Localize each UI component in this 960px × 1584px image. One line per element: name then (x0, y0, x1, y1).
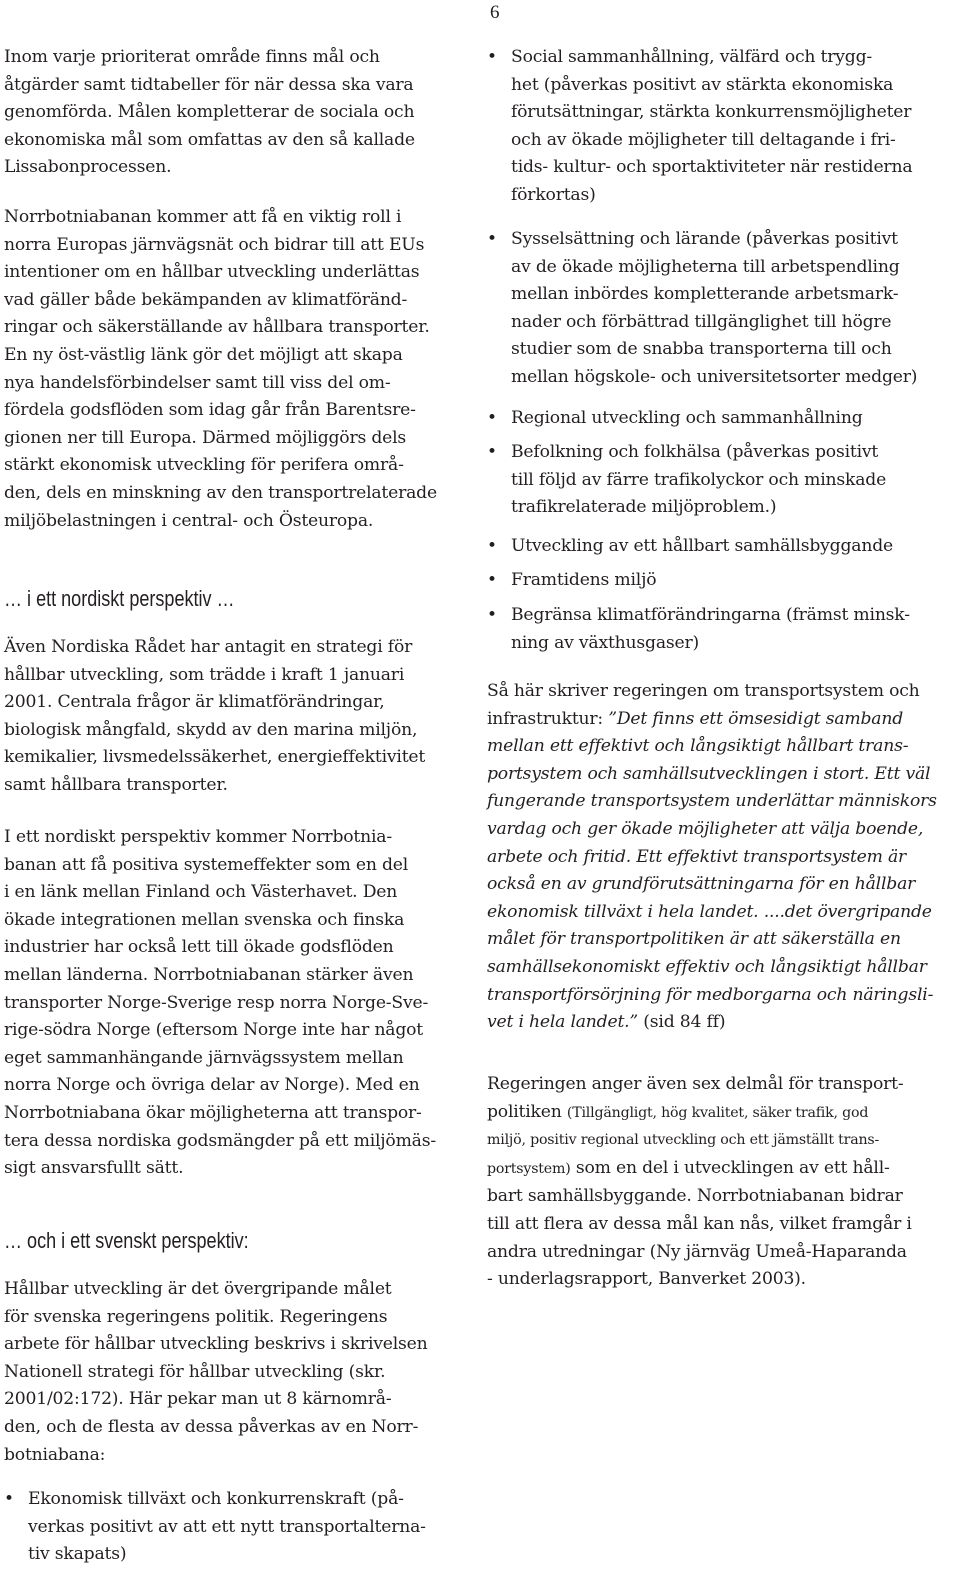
text-line: och av ökade möjligheter till deltagande i fri- (511, 129, 896, 150)
text-line: tiv skapats) (28, 1544, 127, 1565)
page-number: 6 (490, 2, 500, 23)
text-line: sigt ansvarsfullt sätt. (4, 1158, 184, 1179)
text-line: Befolkning och folkhälsa (påverkas positivt (511, 442, 879, 462)
bullet-text (28, 1486, 426, 1569)
text-line: ekonomiska mål som omfattas av den så kallade (4, 129, 415, 150)
text-line: norra Norge och övriga delar av Norge). Med en (4, 1075, 420, 1096)
paragraph-sustainable-development (4, 1276, 428, 1469)
text-line: I ett nordiskt perspektiv kommer Norrbotnia- (4, 827, 392, 847)
text-line: andra utredningar (Ny järnväg Umeå-Haparanda (487, 1241, 907, 1262)
text-line: till följd av färre trafikolyckor och minskade (511, 469, 887, 490)
paragraph-intro (4, 44, 415, 182)
text-line: banan att få positiva systemeffekter som en del (4, 854, 409, 875)
text-line: mellan länderna. Norrbotniabanan stärker även (4, 964, 414, 985)
paragraph-government-quote: Så här skriver regeringen om transportsystem och infrastruktur: ”Det finns ett ömsesidigt samband mellan ett effektivt och långsiktigt hållbart trans- portsystem och samhällsutvecklingen i stort. Ett väl fungerande transportsystem underlättar människors vardag och ger ökade möjligheter att välja boende, arbete och fritid. Ett effektivt transportsystem är också en av grundförutsättningarna för en hållbar ekonomisk tillväxt i hela landet. ....det övergripande målet för transportpolitiken är att säkerställa en samhällsekonomiskt effektiv och långsiktigt hållbar transportförsörjning för medborgarna och näringsli- vet i hela landet.” (sid 84 ff) (487, 681, 937, 1033)
text-line: Utveckling av ett hållbart samhällsbyggande (511, 536, 893, 556)
text-line: fungerande transportsystem underlättar människors (487, 791, 937, 812)
text-line: het (påverkas positivt av stärkta ekonomiska (511, 74, 894, 95)
quote-italic-block (487, 733, 937, 1009)
text-line: Även Nordiska Rådet har antagit en strategi för (4, 637, 413, 657)
text-line: nader och förbättrad tillgänglighet till högre (511, 311, 892, 332)
bullet-text (511, 44, 912, 210)
paragraph-norrbotniabanan-europe (4, 204, 437, 535)
text-line: transportförsörjning för medborgarna och näringsli- (487, 984, 934, 1005)
text-line: vardag och ger ökade möjligheter att välja boende, (487, 818, 924, 839)
text-line: genomförda. Målen kompletterar de sociala och (4, 102, 415, 123)
text-line: i en länk mellan Finland och Västerhavet. Den (4, 882, 398, 903)
text-line: nya handelsförbindelser samt till viss del om- (4, 372, 391, 393)
text-line: botniabana: (4, 1444, 106, 1465)
text-line: verkas positivt av att ett nytt transportalterna- (28, 1516, 426, 1537)
text-line: gionen ner till Europa. Därmed möjliggörs dels (4, 427, 407, 448)
bullet-text (511, 226, 917, 392)
text-line: förutsättningar, stärkta konkurrensmöjligheter (511, 102, 912, 123)
text-line: portsystem och samhällsutvecklingen i stort. Ett väl (487, 763, 931, 784)
text-line: arbete för hållbar utveckling beskrivs i skrivelsen (4, 1334, 428, 1355)
text-line: Norrbotniabana ökar möjligheterna att transpor- (4, 1102, 422, 1123)
text-line: mellan ett effektivt och långsiktigt hållbart trans- (487, 736, 909, 757)
text-line: rige-södra Norge (eftersom Norge inte har något (4, 1020, 424, 1041)
paragraph-nordic-effects (4, 824, 436, 1183)
bullet-icon: • (487, 605, 498, 625)
bullet-text (511, 439, 886, 522)
text-line: kemikalier, livsmedelssäkerhet, energieffektivitet (4, 747, 426, 768)
text-line: - underlagsrapport, Banverket 2003). (487, 1269, 806, 1290)
text-line: hållbar utveckling, som trädde i kraft 1 januari (4, 664, 405, 685)
text-line: samhällsekonomiskt effektiv och långsiktigt hållbar (487, 956, 927, 977)
text-line: tera dessa nordiska godsmängder på ett miljömäs- (4, 1130, 436, 1151)
text-line: 2001/02:172). Här pekar man ut 8 kärnområ- (4, 1389, 392, 1410)
bullet-icon: • (487, 442, 498, 462)
text-line: trafikrelaterade miljöproblem.) (511, 497, 777, 518)
text-line: ringar och säkerställande av hållbara transporter. (4, 317, 430, 338)
bullet-text (511, 533, 893, 561)
text-line: förkortas) (511, 184, 596, 205)
text-line: norra Europas järnvägsnät och bidrar till att EUs (4, 234, 425, 255)
text-line: Norrbotniabanan kommer att få en viktig roll i (4, 207, 402, 227)
bullet-text (511, 567, 656, 595)
text-line: till att flera av dessa mål kan nås, vilket framgår i (487, 1213, 912, 1234)
bullet-icon: • (487, 408, 498, 428)
bullet-icon: • (487, 229, 498, 249)
text-line: också en av grundförutsättningarna för en hållbar (487, 874, 916, 895)
text-line: Hållbar utveckling är det övergripande målet (4, 1279, 392, 1299)
text-line: ekonomisk tillväxt i hela landet. ....det övergripande (487, 901, 932, 922)
text-line: tids- kultur- och sportaktiviteter när restiderna (511, 157, 913, 178)
text-line: mellan högskole- och universitetsorter medger) (511, 366, 918, 387)
text-line: Sysselsättning och lärande (påverkas positivt (511, 229, 898, 249)
text-line: ning av växthusgaser) (511, 632, 700, 653)
paragraph-nordic-council (4, 634, 425, 800)
text-line: vad gäller både bekämpanden av klimatföränd- (4, 289, 408, 310)
text-line: samt hållbara transporter. (4, 774, 228, 795)
paragraph-transport-goals: Regeringen anger även sex delmål för transport- politiken (Tillgängligt, hög kvalitet, säker trafik, god miljö, positiv regional utveckling och ett jämställt trans- portsystem) som en del i utvecklingen av ett håll- bart samhällsbyggande. Norrbotniabanan bidrar till att flera av dessa mål kan nås, vilket framgår i andra utredningar (Ny järnväg Umeå-Haparanda - underlagsrapport, Banverket 2003). (487, 1071, 912, 1294)
bullet-text (511, 602, 910, 657)
heading-swedish-perspective: … och i ett svenskt perspektiv: (4, 1228, 249, 1253)
text-line: eget sammanhängande järnvägssystem mellan (4, 1047, 404, 1068)
text-line: fördela godsflöden som idag går från Barentsre- (4, 400, 416, 421)
text-line: ökade integrationen mellan svenska och finska (4, 909, 405, 930)
text-line: Social sammanhållning, välfärd och trygg- (511, 47, 873, 67)
text-line: Inom varje prioriterat område finns mål och (4, 47, 380, 67)
text-line: En ny öst-västlig länk gör det möjligt att skapa (4, 344, 403, 365)
text-line: den, dels en minskning av den transportrelaterade (4, 482, 437, 503)
text-line: arbete och fritid. Ett effektivt transportsystem är (487, 846, 907, 867)
text-line: miljöbelastningen i central- och Östeuropa. (4, 510, 374, 531)
text-line: Framtidens miljö (511, 570, 657, 590)
text-line: stärkt ekonomisk utveckling för perifera områ- (4, 455, 404, 476)
bullet-icon: • (487, 47, 498, 67)
text-line: målet för transportpolitiken är att säkerställa en (487, 929, 901, 950)
bullet-icon: • (487, 570, 498, 590)
text-line: Regional utveckling och sammanhållning (511, 408, 863, 428)
text-line: den, och de flesta av dessa påverkas av en Norr- (4, 1416, 419, 1437)
text-line: intentioner om en hållbar utveckling underlättas (4, 262, 420, 283)
bullet-icon: • (487, 536, 498, 556)
text-line: Lissabonprocessen. (4, 157, 172, 178)
text-line: 2001. Centrala frågor är klimatförändringar, (4, 692, 385, 713)
bullet-text (511, 405, 863, 433)
text-line: av de ökade möjligheterna till arbetspendling (511, 256, 900, 277)
text-line: studier som de snabba transporterna till och (511, 339, 892, 360)
text-line: bart samhällsbyggande. Norrbotniabanan bidrar (487, 1186, 903, 1207)
text-line: åtgärder samt tidtabeller för när dessa ska vara (4, 74, 414, 95)
text-line: Nationell strategi för hållbar utveckling (skr. (4, 1361, 386, 1382)
text-line: industrier har också lett till ökade godsflöden (4, 937, 394, 958)
text-line: transporter Norge-Sverige resp norra Norge-Sve- (4, 992, 429, 1013)
text-line: biologisk mångfald, skydd av den marina miljön, (4, 719, 418, 740)
bullet-icon: • (4, 1489, 15, 1509)
text-line: mellan inbördes kompletterande arbetsmark- (511, 284, 899, 305)
heading-nordic-perspective: … i ett nordiskt perspektiv … (4, 586, 235, 611)
text-line: Ekonomisk tillväxt och konkurrenskraft (på- (28, 1489, 404, 1509)
text-line: för svenska regeringens politik. Regeringens (4, 1306, 388, 1327)
text-line: Begränsa klimatförändringarna (främst minsk- (511, 605, 910, 625)
